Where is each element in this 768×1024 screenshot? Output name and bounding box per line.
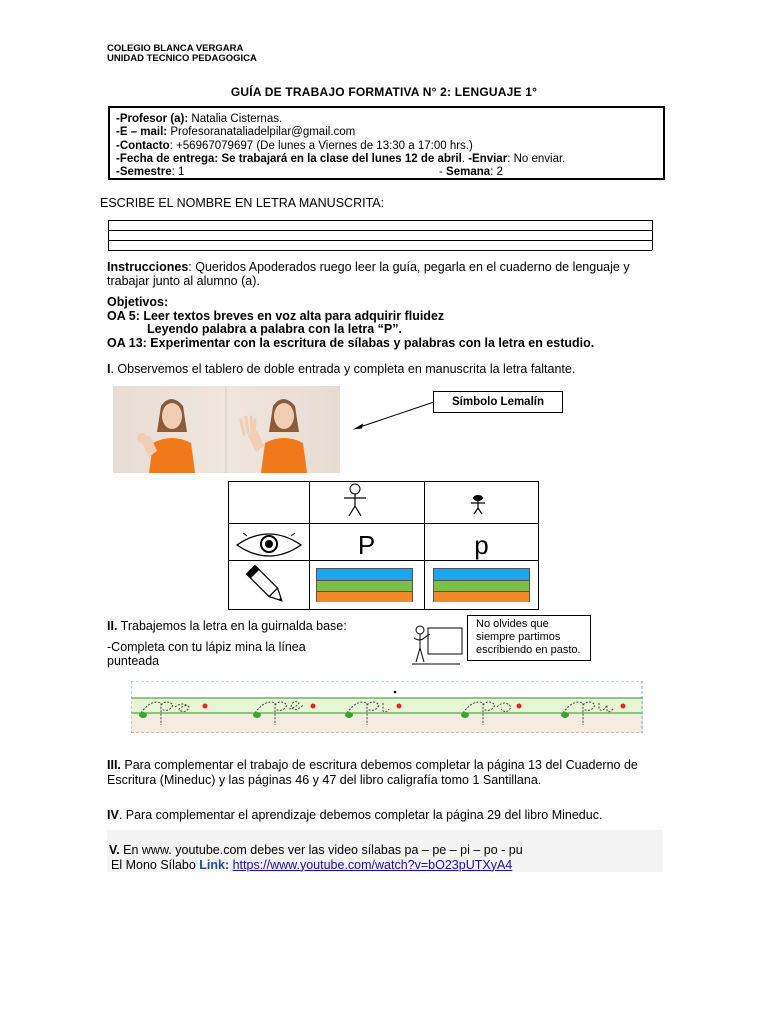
section-3-text: Para complementar el trabajo de escritura debemos completar la página 13 del Cuaderno de Escritura (Mineduc) y las páginas 46 y 47 del libro caligrafía tomo 1 Santillana. bbox=[107, 758, 638, 787]
lemalin-photo bbox=[113, 386, 340, 473]
stripe-blue bbox=[434, 569, 529, 581]
section-2-text: Trabajemos la letra en la guirnalda base: bbox=[117, 619, 347, 633]
section-5-number: V. bbox=[109, 843, 120, 857]
writing-stripes-upper[interactable] bbox=[316, 568, 413, 602]
name-line-mid1[interactable] bbox=[108, 230, 652, 231]
section-1-number: I bbox=[107, 362, 111, 376]
girl-figure-right bbox=[241, 399, 307, 473]
section-5 bbox=[107, 830, 663, 872]
name-box-left bbox=[108, 220, 109, 250]
pencil-icon bbox=[245, 563, 289, 609]
fecha-value: : Se trabajará en la clase del lunes 12 de abril bbox=[214, 152, 462, 165]
stripe-orange bbox=[434, 592, 529, 602]
upper-p-letter: P bbox=[357, 530, 376, 560]
instructions-label: Instrucciones bbox=[107, 260, 189, 274]
teacher-board-icon bbox=[408, 622, 464, 666]
stripe-orange bbox=[317, 592, 412, 602]
section-4 bbox=[107, 808, 667, 822]
girl-signing-image bbox=[113, 386, 340, 473]
name-line-mid2[interactable] bbox=[108, 240, 652, 241]
section-5-line1 bbox=[107, 843, 663, 858]
stick-figure-big-icon bbox=[339, 483, 371, 517]
section-3 bbox=[107, 758, 647, 787]
enviar-label: -Enviar bbox=[468, 152, 508, 165]
section-3-number: III. bbox=[107, 758, 121, 772]
link-label: Link: bbox=[199, 857, 230, 872]
contacto-value: : +56967079697 (De lunes a Viernes de 13:30 a 17:00 hrs.) bbox=[169, 139, 473, 152]
objective-oa5-detail: Leyendo palabra a palabra con la letra “P”. bbox=[147, 322, 402, 336]
fecha-row bbox=[116, 153, 657, 166]
fecha-end: . bbox=[461, 152, 469, 165]
double-entry-table bbox=[228, 481, 539, 610]
semestre-label: -Semestre bbox=[116, 166, 172, 179]
mail-row bbox=[116, 126, 657, 139]
school-unit: UNIDAD TECNICO PEDAGOGICA bbox=[107, 53, 257, 64]
objectives-title: Objetivos: bbox=[107, 295, 169, 309]
instructions bbox=[107, 260, 637, 288]
profesor-row bbox=[116, 113, 657, 126]
instructions-text: : Queridos Apoderados ruego leer la guía, pegarla en el cuaderno de lenguaje y trabajar junto al alumno (a). bbox=[107, 260, 630, 288]
page-title: GUÍA DE TRABAJO FORMATIVA N° 2: LENGUAJE 1° bbox=[230, 85, 538, 99]
semana-prefix: - bbox=[439, 166, 447, 179]
section-1 bbox=[107, 362, 575, 376]
name-box-right bbox=[652, 220, 653, 250]
mail-value[interactable]: Profesoranataliadelpilar@gmail.com bbox=[167, 126, 356, 139]
contacto-label: -Contacto bbox=[116, 139, 170, 152]
name-line-top bbox=[108, 220, 652, 221]
section-2-subtext: -Completa con tu lápiz mina la línea punteada bbox=[107, 640, 306, 668]
semana-label: Semana bbox=[446, 166, 491, 179]
stripe-green bbox=[434, 581, 529, 592]
stripe-blue bbox=[317, 569, 412, 581]
section-5-line2 bbox=[107, 858, 663, 873]
semestre-row bbox=[116, 166, 657, 179]
section-4-text: . Para complementar el aprendizaje debemos completar la página 29 del libro Mineduc. bbox=[118, 808, 603, 822]
section-5-text: En www. youtube.com debes ver las video sílabas pa – pe – pi – po - pu bbox=[119, 843, 523, 857]
semestre-value: : 1 bbox=[171, 166, 185, 179]
lower-p-letter: p bbox=[474, 530, 489, 560]
section-2-number: II. bbox=[107, 619, 118, 633]
contacto-row bbox=[116, 140, 657, 153]
school-header bbox=[107, 44, 257, 64]
name-label: ESCRIBE EL NOMBRE EN LETRA MANUSCRITA: bbox=[100, 196, 385, 210]
objective-oa13: OA 13: Experimentar con la escritura de sílabas y palabras con la letra en estudio. bbox=[107, 335, 595, 350]
mail-label: -E – mail: bbox=[116, 126, 168, 139]
fecha-label: -Fecha de entrega bbox=[116, 152, 215, 165]
info-box bbox=[108, 106, 665, 180]
section-2 bbox=[107, 618, 347, 634]
semana-group bbox=[439, 166, 503, 179]
stick-figure-small-icon bbox=[467, 494, 489, 516]
writing-stripes-lower[interactable] bbox=[433, 568, 530, 602]
reminder-note: No olvides que siempre partimos escribiendo en pasto. bbox=[467, 615, 591, 661]
girl-figure-left bbox=[137, 399, 195, 473]
lemalin-label: Símbolo Lemalín bbox=[433, 391, 563, 413]
profesor-value: Natalia Cisternas. bbox=[188, 113, 283, 125]
guirnalda-writing-strip[interactable] bbox=[131, 681, 643, 733]
mono-silabo-text: El Mono Sílabo bbox=[111, 857, 200, 872]
arrow-icon bbox=[350, 400, 440, 432]
section-4-number: IV bbox=[107, 808, 119, 822]
youtube-link[interactable]: https://www.youtube.com/watch?v=bO23pUTXyA4 bbox=[232, 857, 513, 872]
enviar-value: : No enviar. bbox=[507, 152, 566, 165]
stripe-green bbox=[317, 581, 412, 592]
eye-icon bbox=[235, 532, 303, 558]
objectives bbox=[107, 296, 667, 350]
school-name: COLEGIO BLANCA VERGARA bbox=[107, 43, 244, 54]
profesor-label: -Profesor (a): bbox=[116, 113, 189, 125]
objective-oa5: OA 5: Leer textos breves en voz alta para adquirir fluidez bbox=[107, 308, 445, 323]
section-1-text: . Observemos el tablero de doble entrada y completa en manuscrita la letra faltante. bbox=[110, 362, 576, 376]
name-line-bottom bbox=[108, 250, 652, 251]
semana-value: : 2 bbox=[490, 166, 503, 179]
